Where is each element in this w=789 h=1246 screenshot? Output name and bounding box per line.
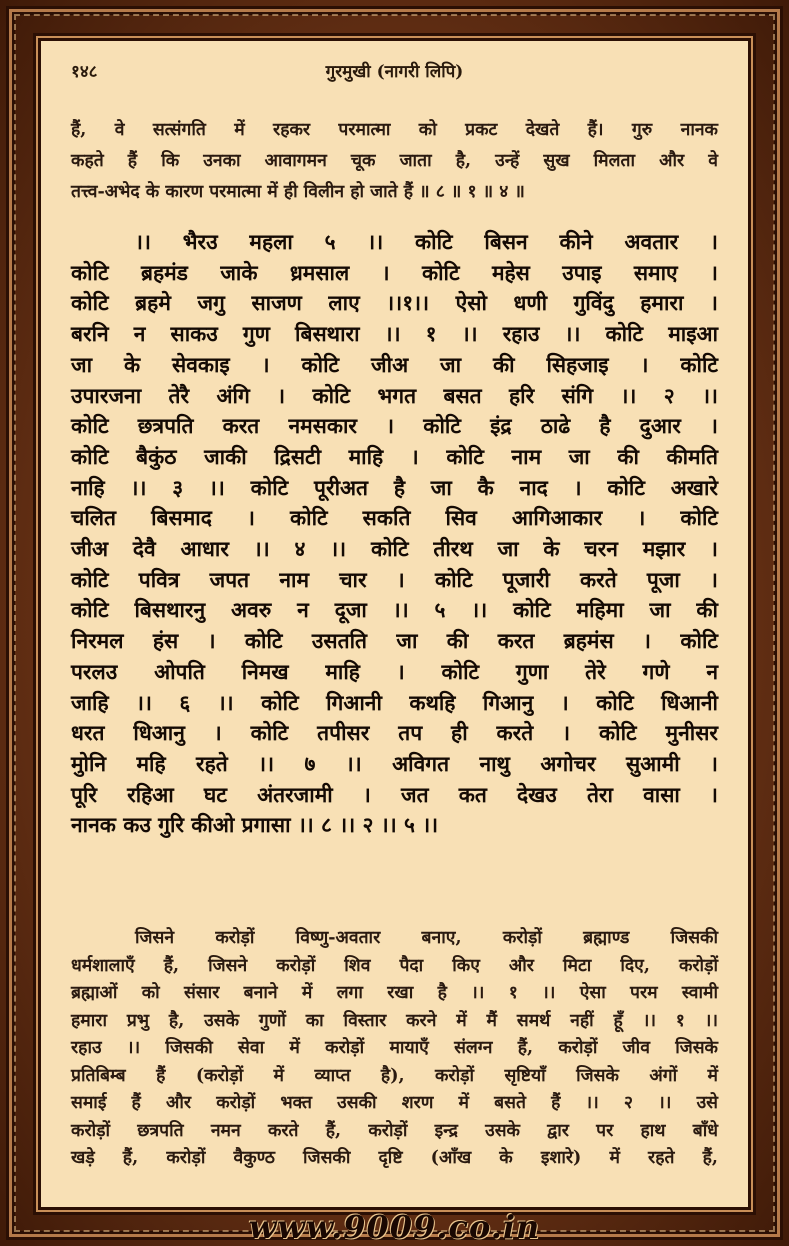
hymn-line: ।। भैरउ महला ५ ।। कोटि बिसन कीने अवतार । [135,229,718,254]
hymn-line: पूरि रहिआ घट अंतरजामी । जत कत देखउ तेरा वासा । [71,781,718,807]
hymn-line: जा के सेवकाइ । कोटि जीअ जा की सिहजाइ । कोटि [71,351,718,377]
hymn-block [71,227,718,841]
translation-line: जिसने करोड़ों विष्णु-अवतार बनाए, करोड़ों ब्रह्माण्ड जिसकी [135,928,718,948]
hymn-line: धरत धिआनु । कोटि तपीसर तप ही करते । कोटि मुनीसर [71,720,718,746]
translation-line: हमारा प्रभु है, उसके गुणों का विस्तार करने में मैं समर्थ नहीं हूँ ।। १ ।। [71,1010,718,1031]
translation-paragraph [71,925,718,1173]
hymn-line: कोटि पवित्र जपत नाम चार । कोटि पूजारी करते पूजा । [71,566,718,592]
translation-line: प्रतिबिम्ब हैं (करोड़ों में व्याप्त है), करोड़ों सृष्टियाँ जिसके अंगों में [71,1065,718,1086]
hymn-line: मुोनि महि रहते ।। ७ ।। अविगत नाथु अगोचर सुआमी । [71,750,718,776]
hymn-line: कोटि बिसथारनु अवरु न दूजा ।। ५ ।। कोटि महिमा जा की [71,597,718,623]
hymn-line: जाहि ।। ६ ।। कोटि गिआनी कथहि गिआनु । कोटि धिआनी [71,689,718,715]
hymn-line: नाहि ।। ३ ।। कोटि पूरीअत है जा कै नाद । कोटि अखारे [71,474,718,500]
translation-line: धर्मशालाएँ हैं, जिसने करोड़ों शिव पैदा किए और मिटा दिए, करोड़ों [71,955,718,976]
intro-paragraph [71,115,718,208]
running-title: गुरमुखी (नागरी लिपि) [325,62,464,82]
hymn-line: बरनि न साकउ गुण बिसथारा ।। १ ।। रहाउ ।। कोटि माइआ [71,321,718,347]
hymn-line: कोटि ब्रहमंड जाके ध्रमसाल । कोटि महेस उपाइ समाए । [71,259,718,285]
hymn-line: कोटि छत्रपति करत नमसकार । कोटि इंद्र ठाढे है दुआर । [71,413,718,439]
translation-line: ब्रह्माओं को संसार बनाने में लगा रखा है ।। १ ।। ऐसा परम स्वामी [71,983,718,1003]
hymn-line: जीअ देवै आधार ।। ४ ।। कोटि तीरथ जा के चरन मझार । [71,536,718,562]
website-watermark: www.9009.co.in [248,1208,541,1246]
page-header [41,59,748,89]
text-line: कहते हैं कि उनका आवागमन चूक जाता है, उन्हें सुख मिलता और वे [71,151,718,171]
hymn-line: परलउ ओपति निमख माहि । कोटि गुणा तेरे गणे न [71,658,718,684]
hymn-line: कोटि बैकुंठ जाकी द्रिसटी माहि । कोटि नाम जा की कीमति [71,443,718,469]
hymn-line: उपारजना तेरै अंगि । कोटि भगत बसत हरि संगि ।। २ ।। [71,382,718,408]
page-number: १४८ [71,62,98,82]
hymn-line: कोटि ब्रहमे जगु साजण लाए ।।१।। ऐसो धणी गुविंदु हमारा । [71,290,718,316]
translation-line: करोड़ों छत्रपति नमन करते हैं, करोड़ों इन्द्र उसके द्वार पर हाथ बाँधे [71,1120,718,1141]
hymn-line: निरमल हंस । कोटि उसतति जा की करत ब्रहमंस । कोटि [71,628,718,654]
text-line: हैं, वे सत्संगति में रहकर परमात्मा को प्रकट देखते हैं। गुरु नानक [71,120,718,140]
text-line: तत्त्व-अभेद के कारण परमात्मा में ही विलीन हो जाते हैं ॥ ८ ॥ १ ॥ ४ ॥ [71,182,525,202]
translation-line: रहाउ ।। जिसकी सेवा में करोड़ों मायाएँ संलग्न हैं, करोड़ों जीव जिसके [71,1038,718,1058]
translation-line: खड़े हैं, करोड़ों वैकुण्ठ जिसकी दृष्टि (आँख के इशारे) में रहते हैं, [71,1148,718,1168]
hymn-line: चलित बिसमाद । कोटि सकति सिव आगिआकार । कोटि [71,505,718,531]
translation-line: समाई हैं और करोड़ों भक्त उसकी शरण में बसते हैं ।। २ ।। उसे [71,1093,718,1113]
hymn-line: नानक कउ गुरि कीओ प्रगासा ।। ८ ।। २ ।। ५ ।। [71,812,439,838]
book-page [38,38,751,1210]
